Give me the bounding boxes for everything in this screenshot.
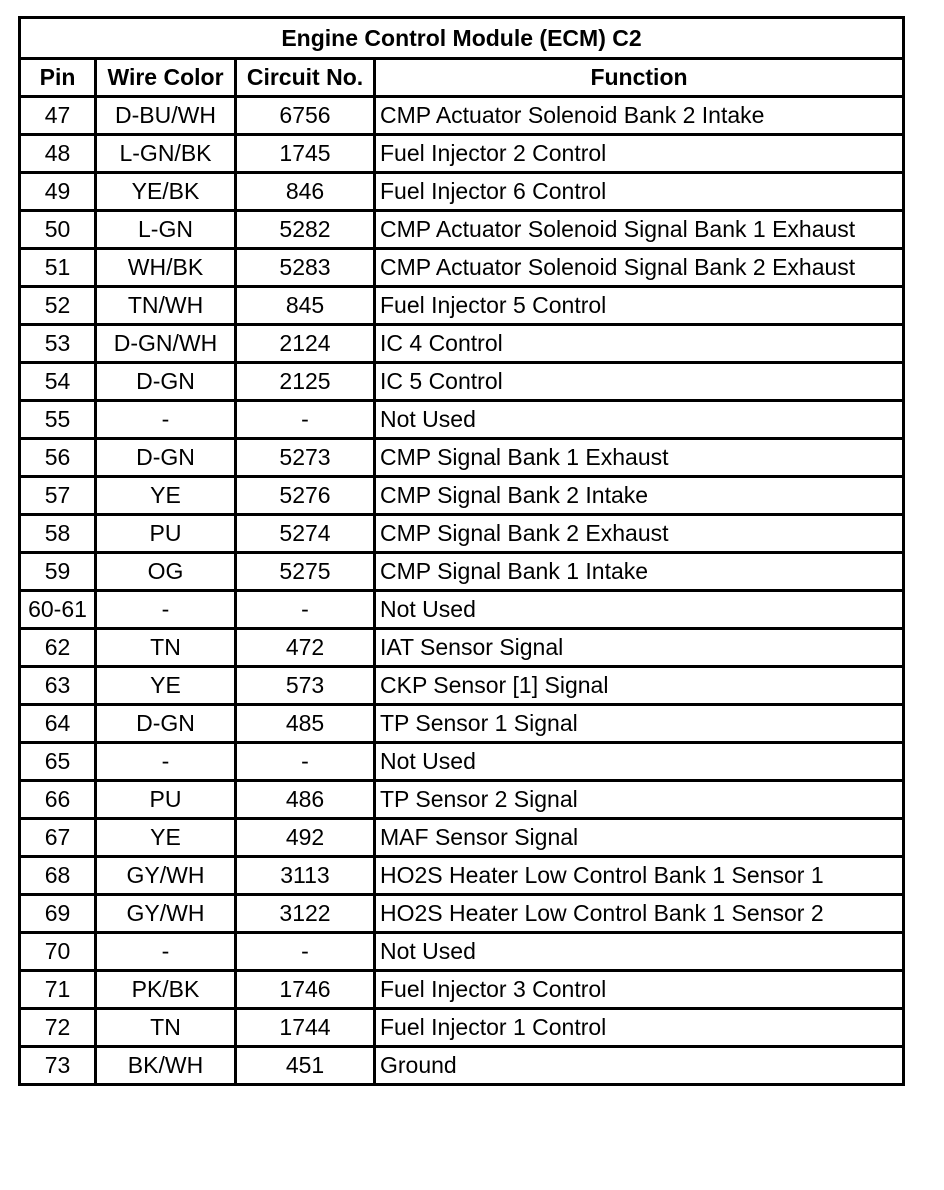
pin-cell: 55 [20,401,96,439]
table-row [20,401,904,439]
function-cell: HO2S Heater Low Control Bank 1 Sensor 2 [375,895,904,933]
table-body [20,97,904,1085]
function-cell: Fuel Injector 3 Control [375,971,904,1009]
pin-cell: 54 [20,363,96,401]
pin-cell: 66 [20,781,96,819]
table-row [20,971,904,1009]
pin-cell: 58 [20,515,96,553]
wire-color-cell: L-GN [96,211,236,249]
wire-color-cell: - [96,743,236,781]
wire-color-cell: - [96,401,236,439]
header-row [20,59,904,97]
circuit-no-cell: 573 [236,667,375,705]
circuit-no-cell: 5275 [236,553,375,591]
pin-cell: 67 [20,819,96,857]
pin-cell: 69 [20,895,96,933]
wire-color-cell: D-GN/WH [96,325,236,363]
pin-cell: 71 [20,971,96,1009]
table-row [20,629,904,667]
pin-cell: 65 [20,743,96,781]
table-row [20,249,904,287]
wire-color-cell: TN [96,1009,236,1047]
function-cell: Not Used [375,743,904,781]
table-row [20,591,904,629]
circuit-no-cell: - [236,743,375,781]
wire-color-cell: BK/WH [96,1047,236,1085]
function-cell: CMP Actuator Solenoid Bank 2 Intake [375,97,904,135]
pin-cell: 68 [20,857,96,895]
ecm-connector-table [18,16,905,1086]
wire-color-cell: GY/WH [96,857,236,895]
table-row [20,287,904,325]
circuit-no-cell: 486 [236,781,375,819]
table-row [20,781,904,819]
pin-cell: 47 [20,97,96,135]
circuit-no-cell: 451 [236,1047,375,1085]
circuit-no-cell: 5274 [236,515,375,553]
pin-cell: 48 [20,135,96,173]
circuit-no-cell: 485 [236,705,375,743]
table-row [20,325,904,363]
wire-color-cell: PU [96,515,236,553]
wire-color-cell: GY/WH [96,895,236,933]
function-cell: IC 5 Control [375,363,904,401]
circuit-no-cell: 3113 [236,857,375,895]
wire-color-cell: L-GN/BK [96,135,236,173]
wire-color-cell: YE [96,477,236,515]
table-row [20,439,904,477]
function-cell: Not Used [375,591,904,629]
function-cell: TP Sensor 1 Signal [375,705,904,743]
table-row [20,211,904,249]
wire-color-cell: D-GN [96,439,236,477]
table-row [20,895,904,933]
circuit-no-cell: 5276 [236,477,375,515]
wire-color-cell: YE [96,819,236,857]
pin-cell: 52 [20,287,96,325]
function-cell: CMP Signal Bank 2 Exhaust [375,515,904,553]
function-cell: IC 4 Control [375,325,904,363]
wire-color-cell: PK/BK [96,971,236,1009]
pin-cell: 72 [20,1009,96,1047]
pin-cell: 73 [20,1047,96,1085]
function-cell: CMP Signal Bank 1 Intake [375,553,904,591]
pin-cell: 53 [20,325,96,363]
circuit-no-cell: - [236,401,375,439]
function-cell: CMP Actuator Solenoid Signal Bank 2 Exhaust [375,249,904,287]
pin-cell: 56 [20,439,96,477]
pin-cell: 62 [20,629,96,667]
pin-cell: 64 [20,705,96,743]
header-pin: Pin [20,59,96,97]
wire-color-cell: WH/BK [96,249,236,287]
table-row [20,819,904,857]
circuit-no-cell: 492 [236,819,375,857]
function-cell: Fuel Injector 6 Control [375,173,904,211]
circuit-no-cell: 6756 [236,97,375,135]
circuit-no-cell: 2125 [236,363,375,401]
table-row [20,97,904,135]
circuit-no-cell: 5282 [236,211,375,249]
pin-cell: 57 [20,477,96,515]
header-wire-color: Wire Color [96,59,236,97]
table-row [20,1047,904,1085]
table-row [20,857,904,895]
table-row [20,743,904,781]
wire-color-cell: PU [96,781,236,819]
wire-color-cell: TN [96,629,236,667]
circuit-no-cell: 3122 [236,895,375,933]
circuit-no-cell: - [236,933,375,971]
table-row [20,667,904,705]
table-row [20,363,904,401]
wire-color-cell: OG [96,553,236,591]
circuit-no-cell: 846 [236,173,375,211]
function-cell: MAF Sensor Signal [375,819,904,857]
function-cell: IAT Sensor Signal [375,629,904,667]
table-row [20,1009,904,1047]
circuit-no-cell: 5283 [236,249,375,287]
header-circuit-no: Circuit No. [236,59,375,97]
wire-color-cell: - [96,591,236,629]
function-cell: HO2S Heater Low Control Bank 1 Sensor 1 [375,857,904,895]
circuit-no-cell: 5273 [236,439,375,477]
function-cell: CMP Signal Bank 2 Intake [375,477,904,515]
function-cell: CMP Signal Bank 1 Exhaust [375,439,904,477]
function-cell: Not Used [375,401,904,439]
wire-color-cell: D-BU/WH [96,97,236,135]
table-row [20,933,904,971]
table-row [20,515,904,553]
pin-cell: 59 [20,553,96,591]
table-row [20,135,904,173]
circuit-no-cell: 845 [236,287,375,325]
wire-color-cell: TN/WH [96,287,236,325]
function-cell: CMP Actuator Solenoid Signal Bank 1 Exhaust [375,211,904,249]
circuit-no-cell: 1744 [236,1009,375,1047]
pin-cell: 63 [20,667,96,705]
wire-color-cell: YE/BK [96,173,236,211]
pin-cell: 70 [20,933,96,971]
circuit-no-cell: 2124 [236,325,375,363]
function-cell: TP Sensor 2 Signal [375,781,904,819]
wire-color-cell: D-GN [96,705,236,743]
function-cell: CKP Sensor [1] Signal [375,667,904,705]
function-cell: Ground [375,1047,904,1085]
title-row [20,18,904,59]
wire-color-cell: YE [96,667,236,705]
wire-color-cell: D-GN [96,363,236,401]
pin-cell: 51 [20,249,96,287]
function-cell: Fuel Injector 1 Control [375,1009,904,1047]
table-row [20,477,904,515]
table-row [20,553,904,591]
function-cell: Not Used [375,933,904,971]
table-row [20,705,904,743]
function-cell: Fuel Injector 2 Control [375,135,904,173]
circuit-no-cell: 1745 [236,135,375,173]
pin-cell: 50 [20,211,96,249]
circuit-no-cell: - [236,591,375,629]
table-title: Engine Control Module (ECM) C2 [20,18,904,59]
circuit-no-cell: 472 [236,629,375,667]
pin-cell: 49 [20,173,96,211]
function-cell: Fuel Injector 5 Control [375,287,904,325]
header-function: Function [375,59,904,97]
wire-color-cell: - [96,933,236,971]
pin-cell: 60-61 [20,591,96,629]
circuit-no-cell: 1746 [236,971,375,1009]
table-row [20,173,904,211]
